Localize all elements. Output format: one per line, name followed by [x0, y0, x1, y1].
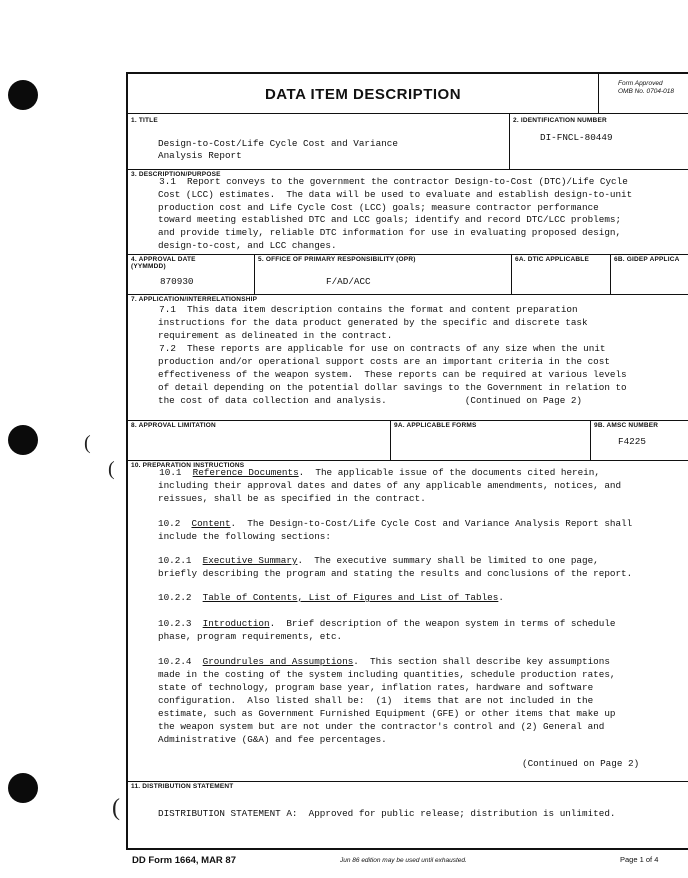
- punch-hole-bottom: [8, 773, 38, 803]
- description-purpose-label: 3. DESCRIPTION/PURPOSE: [131, 171, 221, 178]
- margin-mark: (: [112, 795, 120, 821]
- title-value-line1: Design-to-Cost/Life Cycle Cost and Variance: [158, 138, 398, 149]
- distribution-statement-value: DISTRIBUTION STATEMENT A: Approved for public release; distribution is unlimited.: [158, 808, 616, 819]
- preparation-instructions-label: 10. PREPARATION INSTRUCTIONS: [131, 462, 245, 469]
- page-number: Page 1 of 4: [620, 855, 659, 864]
- punch-hole-middle: [8, 425, 38, 455]
- identification-number-value: DI-FNCL-80449: [540, 132, 613, 143]
- form-number: DD Form 1664, MAR 87: [132, 855, 237, 866]
- margin-mark: (: [108, 458, 115, 480]
- title-value-line2: Analysis Report: [158, 150, 242, 161]
- opr-label: 5. OFFICE OF PRIMARY RESPONSIBILITY (OPR): [258, 256, 416, 263]
- margin-mark: (: [84, 432, 91, 454]
- data-item-description-form: DATA ITEM DESCRIPTION Form Approved OMB No. 0704-018 1. TITLE Design-to-Cost/Life Cycle Cost and Variance Analysis Report 2. IDENTIFICATION NUMBER DI-FNCL-80449 3. DESCRIPTION/PURPOSE 3.1 Report conveys to the government the contractor Design-to-Cost (DTC)/Life Cycle Cost (LCC) estimates. The data will be used to evaluate and establish design-to-unit production cost and Life Cycle Cost (LCC) goals; measure contractor performance toward meeting established DTC and LCC goals; identify and record DTC/LCC problems; and provide timely, reliable DTC information for use in evaluating proposed design, design-to-cost, and LCC changes. 4. APPROVAL DATE (YYMMDD) 870930 5. OFFICE OF PRIMARY RESPONSIBILITY (OPR) F/AD/ACC 6A. DTIC APPLICABLE 6B. GIDEP APPLICA 7. APPLICATION/INTERRELATIONSHIP 7.1 This data item description contains the format and content preparation instructions for the data product generated by the specific and discrete task requirement as delineated in the contract. 7.2 These reports are applicable for use on contracts of any size when the unit production and/or operational support costs are an important criteria in the cost effectiveness of the weapon system. These reports can be required at various levels of detail depending on the potential dollar savings to the Government in relation to the cost of data collection and analysis. (Continued on Page 2) 8. APPROVAL LIMITATION 9A. APPLICABLE FORMS 9B. AMSC NUMBER F4225 10. PREPARATION INSTRUCTIONS 10.1 Reference Documents. The applicable issue of the documents cited herein, including their approval dates and dates of any applicable amendments, notices, and reissues, shall be as specified in the contract. 10.2 Content. The Design-to-Cost/Life Cycle Cost and Variance Analysis Report shall include the following sections: 10.2.1 Executive Summary. The executive summary shall be limited to one page, briefly describing the program and stating the results and conclusions of the report. 10.2.2 Table of Contents, List of Figures and List of Tables. 10.2.3 Introduction. Brief description of the weapon system in terms of schedule phase, program requirements, etc. 10.2.4 Groundrules and Assumptions. This section shall describe key assumptions made in the costing of the system including quantities, schedule production rates, state of technology, program base year, inflation rates, hardware and software configuration. Also listed shall be: (1) items that are not included in the estimate, such as Government Furnished Equipment (GFE) or other items that make up the weapon system but are not under the contractor's control and (2) General and Administrative (G&A) and fee percentages. (Continued on Page 2) 11. DISTRIBUTION STATEMENT DISTRIBUTION STATEMENT A: Approved for public release; distribution is unlimited.: [126, 72, 688, 850]
- amsc-number-value: F4225: [618, 436, 646, 447]
- form-approved-note: Form Approved OMB No. 0704-018: [618, 80, 675, 95]
- distribution-statement-label: 11. DISTRIBUTION STATEMENT: [131, 783, 234, 790]
- approval-date-label: 4. APPROVAL DATE (YYMMDD): [131, 256, 196, 270]
- identification-number-label: 2. IDENTIFICATION NUMBER: [513, 117, 607, 124]
- continued-note: (Continued on Page 2): [522, 758, 640, 769]
- approval-date-value: 870930: [160, 276, 194, 287]
- applicable-forms-label: 9A. APPLICABLE FORMS: [394, 422, 477, 429]
- approval-limitation-label: 8. APPROVAL LIMITATION: [131, 422, 216, 429]
- amsc-number-label: 9B. AMSC NUMBER: [594, 422, 659, 429]
- title-label: 1. TITLE: [131, 117, 158, 124]
- form-title: DATA ITEM DESCRIPTION: [264, 86, 462, 103]
- gidep-applicable-label: 6B. GIDEP APPLICA: [614, 256, 680, 263]
- dtic-applicable-label: 6A. DTIC APPLICABLE: [515, 256, 589, 263]
- edition-note: Jun 86 edition may be used until exhausted.: [340, 857, 467, 864]
- punch-hole-top: [8, 80, 38, 110]
- application-interrelationship-label: 7. APPLICATION/INTERRELATIONSHIP: [131, 296, 258, 303]
- opr-value: F/AD/ACC: [326, 276, 371, 287]
